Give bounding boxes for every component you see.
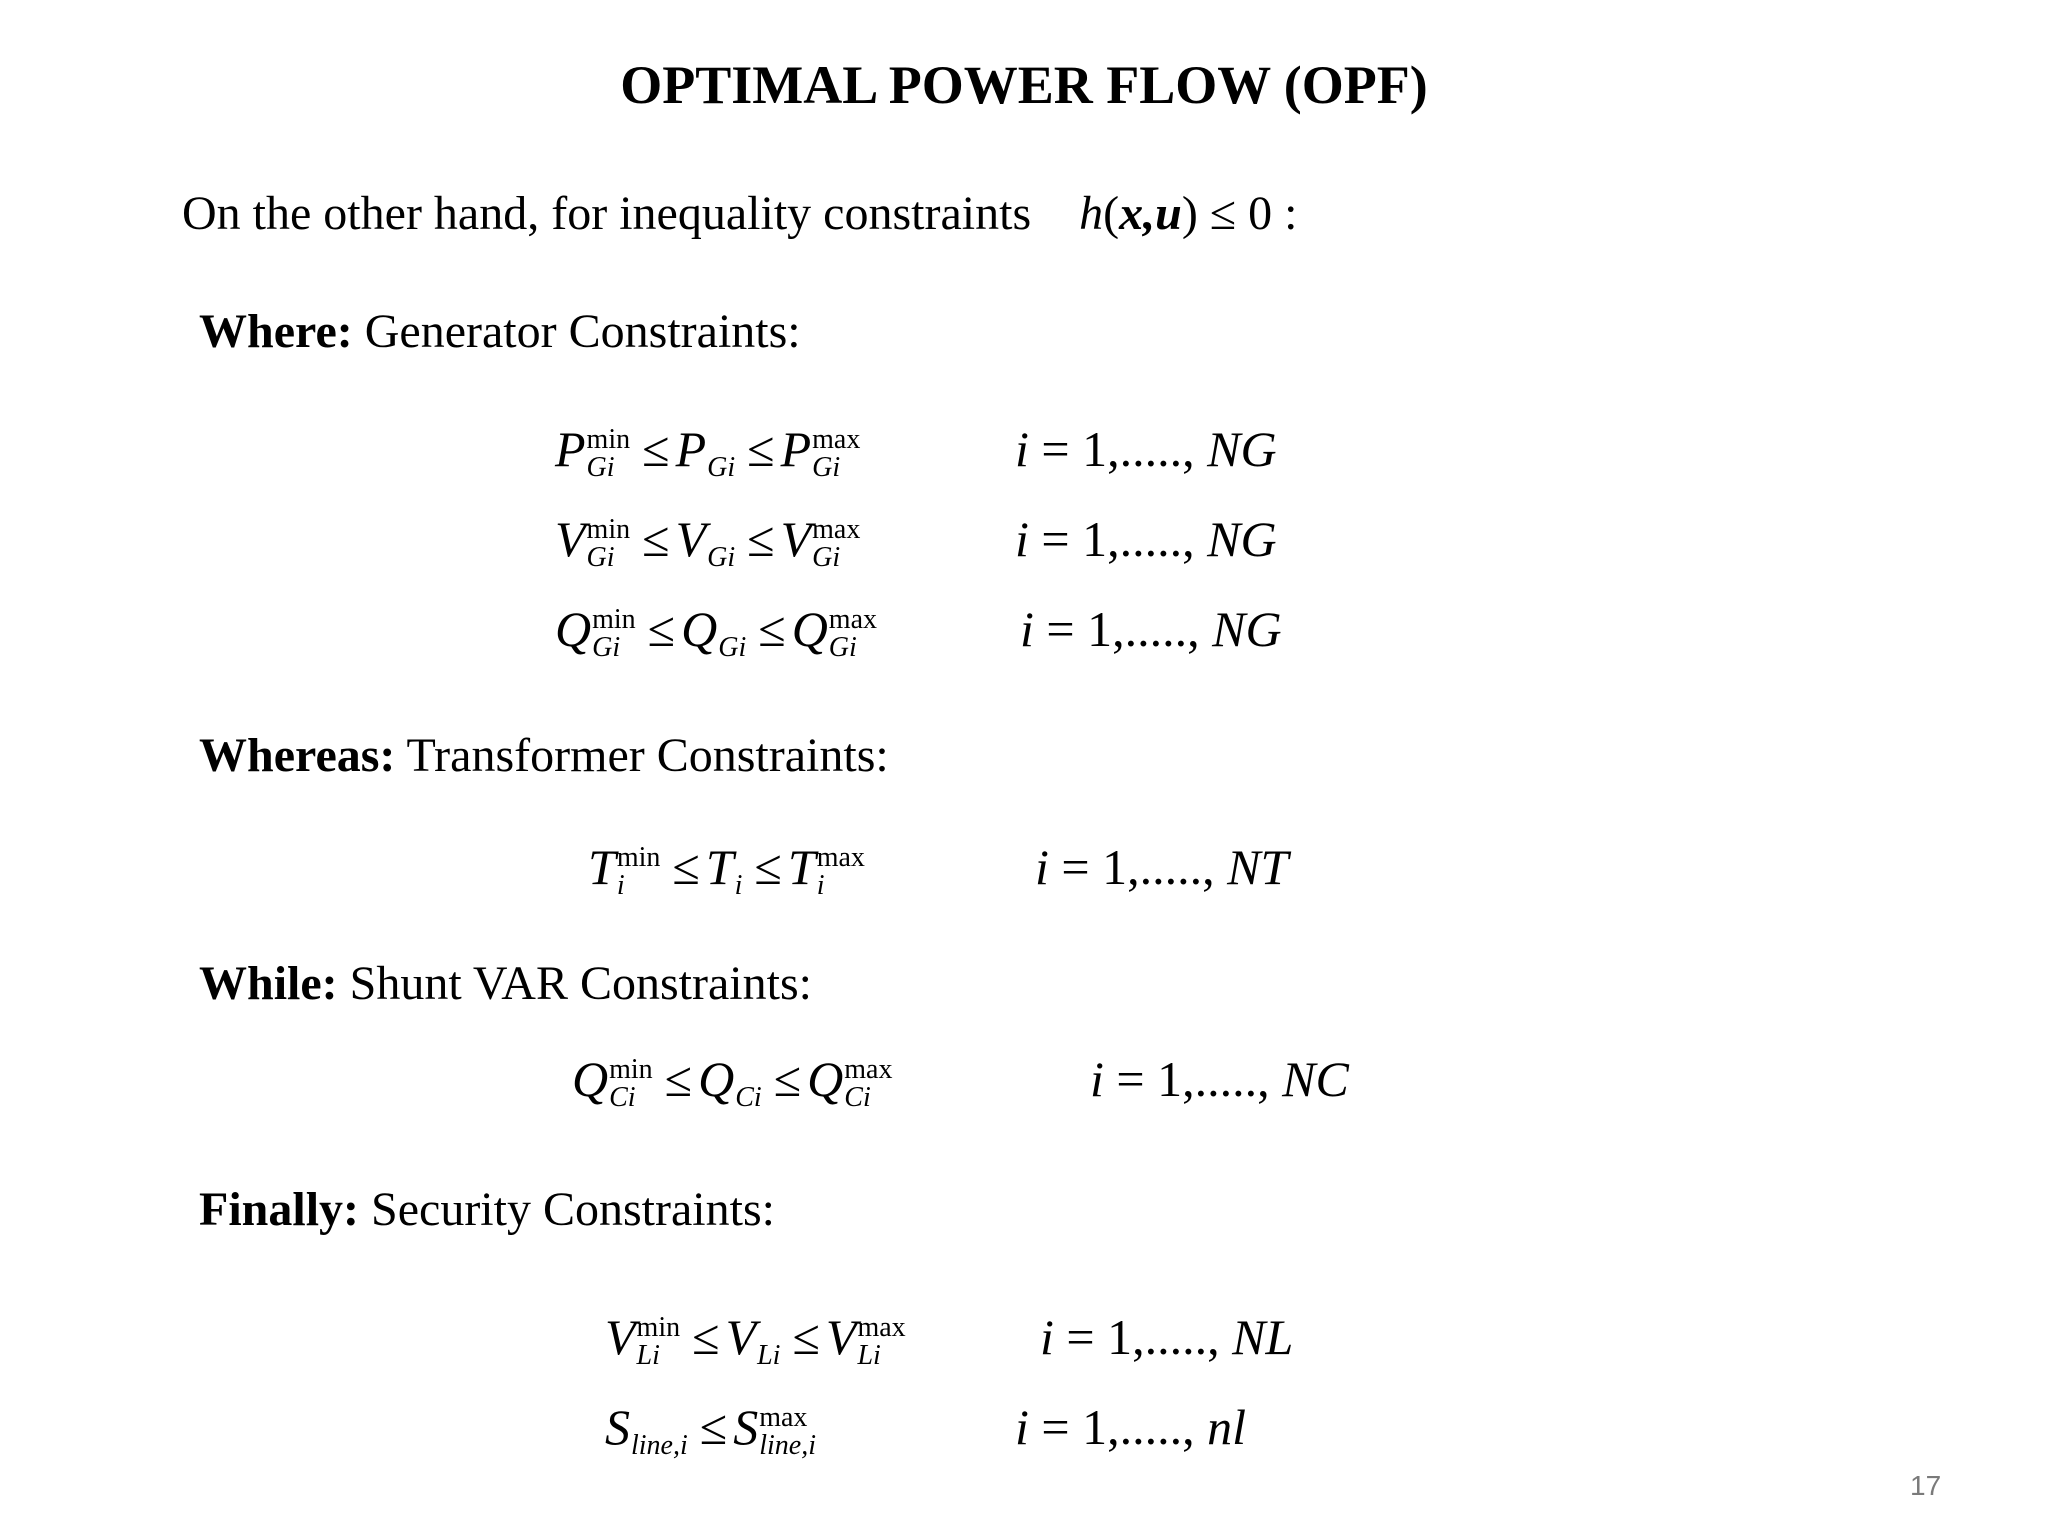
slide-title: OPTIMAL POWER FLOW (OPF) — [620, 55, 1428, 115]
equation-security-s: S line,i ≤ S max line,i — [605, 1399, 816, 1461]
range-transformer-t: i = 1,....., NT — [1035, 839, 1289, 895]
equation-shunt-q: Q min Ci ≤ Q Ci ≤ Q max Ci — [572, 1051, 893, 1113]
range-shunt-q: i = 1,....., NC — [1090, 1051, 1349, 1107]
intro-math: h(x,u) ≤ 0 : — [1079, 187, 1298, 240]
equation-gen-q: Q min Gi ≤ Q Gi ≤ Q max Gi — [555, 601, 878, 663]
equation-gen-v: V min Gi ≤ V Gi ≤ V max Gi — [555, 511, 861, 573]
range-gen-q: i = 1,....., NG — [1020, 601, 1282, 657]
section-heading-shunt: While: Shunt VAR Constraints: — [199, 957, 812, 1010]
equation-gen-p: P min Gi ≤ P Gi ≤ P max Gi — [555, 421, 861, 483]
range-gen-v: i = 1,....., NG — [1015, 511, 1277, 567]
range-security-v: i = 1,....., NL — [1040, 1309, 1294, 1365]
intro-line — [182, 187, 1298, 240]
intro-text: On the other hand, for inequality constraints — [182, 187, 1032, 240]
section-heading-generator: Where: Generator Constraints: — [199, 305, 801, 358]
range-gen-p: i = 1,....., NG — [1015, 421, 1277, 477]
equation-transformer-t: T min i ≤ T i ≤ T max i — [588, 839, 865, 901]
equation-security-v: V min Li ≤ V Li ≤ V max Li — [605, 1309, 906, 1371]
range-security-s: i = 1,....., nl — [1015, 1399, 1247, 1455]
page-number: 17 — [1910, 1470, 1942, 1501]
section-heading-security: Finally: Security Constraints: — [199, 1183, 775, 1236]
section-heading-transformer: Whereas: Transformer Constraints: — [199, 729, 889, 782]
